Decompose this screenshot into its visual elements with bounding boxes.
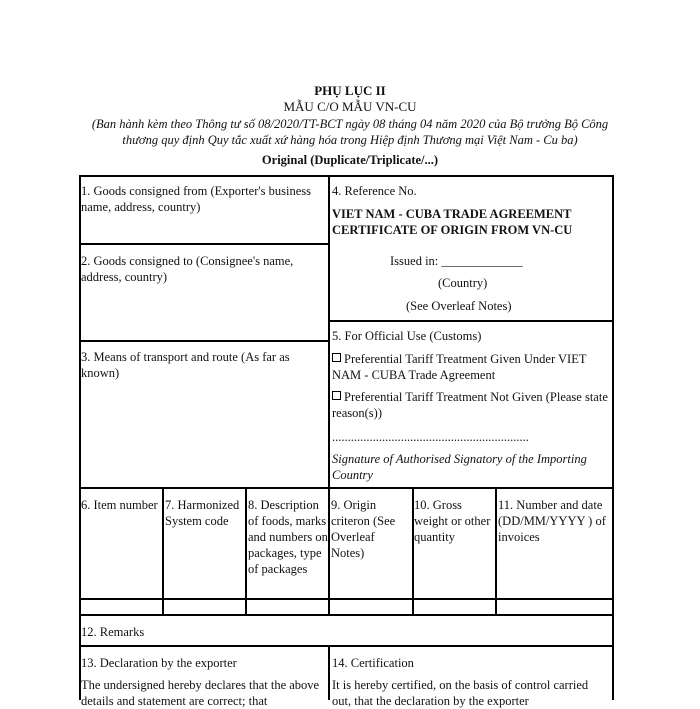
pref-given-item[interactable]: [332, 351, 612, 383]
table-middle-divider: [328, 175, 330, 487]
col-divider-11: [495, 487, 497, 616]
issued-by-note: (Ban hành kèm theo Thông tư số 08/2020/TT-BCT ngày 08 tháng 04 năm 2020 của Bộ trưởng Bộ Công thương quy định Quy tắc xuất xứ hàng hóa trong Hiệp định Thương mại Việt Nam - Cu ba): [91, 117, 609, 147]
divider-columns-bottom: [79, 614, 614, 616]
col-origin-criterion: 9. Origin criteron (See Overleaf Notes): [331, 498, 396, 560]
divider-box4: [328, 320, 614, 322]
pref-not-given-item[interactable]: [332, 389, 612, 421]
agreement-title-line1: VIET NAM - CUBA TRADE AGREEMENT: [332, 207, 572, 221]
box3-transport: 3. Means of transport and route (As far as known): [81, 350, 290, 380]
col-divider-8: [245, 487, 247, 616]
divider-columns-mid: [79, 598, 614, 600]
table-right-border: [612, 175, 614, 700]
checkbox-pref-not-given[interactable]: [332, 391, 341, 400]
col-divider-14: [328, 645, 330, 700]
col-hs-code: 7. Harmonized System code: [165, 498, 240, 528]
col-invoice-number-date: 11. Number and date (DD/MM/YYYY ) of invoices: [498, 498, 606, 544]
overleaf-notes: (See Overleaf Notes): [406, 299, 512, 313]
agreement-title-line2: CERTIFICATE OF ORIGIN FROM VN-CU: [332, 223, 573, 237]
dotted-signature-line: ...............................................................: [332, 430, 529, 444]
appendix-title: PHỤ LỤC II: [314, 83, 386, 98]
pref-not-given-text: Preferential Tariff Treatment Not Given (Please state reason(s)): [332, 390, 608, 420]
col-item-number: 6. Item number: [81, 498, 158, 512]
box12-remarks: 12. Remarks: [81, 625, 145, 639]
checkbox-pref-given[interactable]: [332, 353, 341, 362]
box14-certification-text: It is hereby certified, on the basis of control carried out, that the declaration by the exporter: [332, 678, 589, 708]
country-label: (Country): [438, 276, 488, 290]
importing-signature-label: Signature of Authorised Signatory of the Importing Country: [332, 452, 587, 482]
col-divider-7: [162, 487, 164, 616]
box1-consignor: 1. Goods consigned from (Exporter's business name, address, country): [81, 184, 311, 214]
box2-consignee: 2. Goods consigned to (Consignee's name, address, country): [81, 254, 294, 284]
box5-official-use: 5. For Official Use (Customs): [332, 329, 482, 343]
col-description: 8. Description of foods, marks and numbers on packages, type of packages: [248, 498, 328, 576]
issued-in: Issued in: _____________: [390, 254, 523, 268]
original-label: Original (Duplicate/Triplicate/...): [261, 153, 439, 167]
divider-box1: [79, 243, 329, 245]
box13-declaration-text: The undersigned hereby declares that the above details and statement are correct; that: [81, 678, 320, 708]
box13-declaration-label: 13. Declaration by the exporter: [81, 656, 237, 670]
divider-remarks: [79, 645, 614, 647]
table-top-border: [79, 175, 614, 177]
box14-certification-label: 14. Certification: [332, 656, 414, 670]
col-gross-weight: 10. Gross weight or other quantity: [414, 498, 491, 544]
pref-given-text: Preferential Tariff Treatment Given Under VIET NAM - CUBA Trade Agreement: [332, 352, 587, 382]
divider-box2: [79, 340, 329, 342]
form-name: MẪU C/O MẪU VN-CU: [283, 99, 417, 114]
box4-reference-label: 4. Reference No.: [332, 184, 417, 198]
divider-columns-top: [79, 487, 614, 489]
